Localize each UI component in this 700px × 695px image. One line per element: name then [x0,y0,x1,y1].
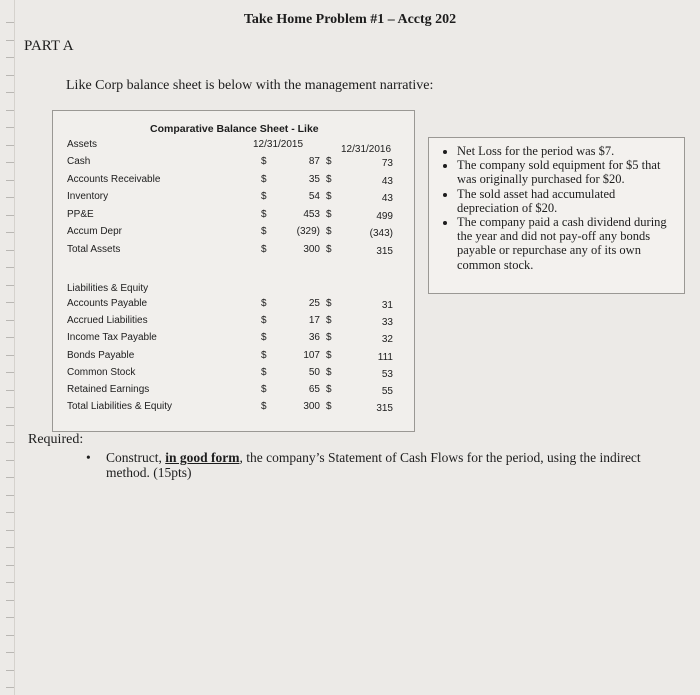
value-2015: 35 [308,173,320,185]
value-2016: 33 [381,317,393,329]
dollar-sign: $ [261,332,267,344]
margin-tick [6,565,14,566]
margin-tick [6,442,14,443]
note-item: • The company paid a cash dividend during the year and did not pay-off any bonds payable or repurchase any of its own common stock. [457,215,678,272]
dollar-sign: $ [326,315,332,327]
value-2015: 50 [308,366,320,378]
column-header-2015: 12/31/2015 [253,139,304,150]
dollar-sign: $ [326,244,332,255]
page-margin [0,0,15,695]
value-2015: 107 [303,349,320,361]
margin-tick [6,495,14,496]
margin-tick [6,512,14,513]
row-label: Income Tax Payable [67,332,157,344]
value-2016: 111 [377,351,393,363]
margin-tick [6,652,14,653]
row-label: Retained Earnings [67,384,150,395]
margin-tick [6,92,14,93]
margin-tick [6,110,14,111]
dollar-sign: $ [261,208,267,220]
value-2016: 315 [376,403,393,415]
margin-tick [6,285,14,286]
value-2016: 32 [381,334,393,346]
dollar-sign: $ [326,298,332,309]
dollar-sign: $ [261,315,267,327]
margin-tick [6,547,14,548]
margin-tick [6,670,14,671]
dollar-sign: $ [261,156,267,167]
value-2015: 87 [308,156,320,167]
row-label: Common Stock [67,366,136,378]
value-2016: 31 [381,300,393,311]
dollar-sign: $ [326,366,332,378]
part-heading: PART A [24,38,74,54]
margin-tick [6,477,14,478]
note-item: • Net Loss for the period was $7. [457,144,678,158]
dollar-sign: $ [261,401,267,413]
row-label: Accrued Liabilities [67,315,148,327]
emphasis-text: in good form [165,450,240,465]
margin-tick [6,197,14,198]
dollar-sign: $ [326,208,332,220]
margin-tick [6,582,14,583]
dollar-sign: $ [326,191,332,203]
dollar-sign: $ [326,349,332,361]
value-2015: 17 [308,315,320,327]
dollar-sign: $ [261,349,267,361]
balance-sheet-table [52,110,415,432]
required-text: Construct, in good form, the company’s Statement of Cash Flows for the period, using the indirect method. (15pts) [106,450,641,480]
value-2016: 315 [376,246,393,257]
row-label: Accounts Payable [67,298,148,309]
bullet-icon: • [86,450,91,465]
margin-tick [6,162,14,163]
management-narrative [428,137,685,294]
required-label: Required: [28,432,84,447]
margin-tick [6,75,14,76]
margin-tick [6,425,14,426]
margin-tick [6,320,14,321]
dollar-sign: $ [261,298,267,309]
value-2015: 300 [303,244,320,255]
value-2016: 499 [376,210,393,222]
dollar-sign: $ [326,173,332,185]
dollar-sign: $ [261,244,267,255]
margin-tick [6,302,14,303]
margin-tick [6,22,14,23]
margin-tick [6,390,14,391]
liabilities-heading: Liabilities & Equity [67,283,149,294]
dollar-sign: $ [261,366,267,378]
dollar-sign: $ [326,401,332,413]
dollar-sign: $ [261,191,267,203]
margin-tick [6,337,14,338]
column-header-2016: 12/31/2016 [341,144,392,155]
margin-tick [6,600,14,601]
margin-tick [6,180,14,181]
margin-tick [6,617,14,618]
value-2015: (329) [296,226,320,238]
intro-text: Like Corp balance sheet is below with the management narrative: [66,78,434,93]
value-2016: 73 [381,158,393,169]
margin-tick [6,127,14,128]
dollar-sign: $ [326,332,332,344]
note-item: • The sold asset had accumulated depreciation of $20. [457,187,678,215]
value-2015: 65 [308,384,320,395]
dollar-sign: $ [261,384,267,395]
margin-tick [6,687,14,688]
row-label: PP&E [67,208,94,220]
assets-heading: Assets [67,139,98,150]
row-label: Total Assets [67,244,121,255]
note-item: • The company sold equipment for $5 that was originally purchased for $20. [457,158,678,186]
margin-tick [6,57,14,58]
margin-tick [6,372,14,373]
row-label: Inventory [67,191,109,203]
value-2016: 55 [381,386,393,397]
margin-tick [6,267,14,268]
row-label: Accum Depr [67,226,123,238]
dollar-sign: $ [326,226,332,238]
row-label: Accounts Receivable [67,173,161,185]
margin-tick [6,530,14,531]
row-label: Total Liabilities & Equity [67,401,173,413]
row-label: Bonds Payable [67,349,135,361]
dollar-sign: $ [261,226,267,238]
dollar-sign: $ [326,384,332,395]
margin-tick [6,250,14,251]
value-2015: 453 [303,208,320,220]
margin-tick [6,40,14,41]
margin-tick [6,635,14,636]
row-label: Cash [67,156,91,167]
margin-tick [6,355,14,356]
balance-sheet-title: Comparative Balance Sheet - Like [150,123,319,135]
page-title: Take Home Problem #1 – Acctg 202 [243,12,457,27]
value-2016: (343) [369,228,393,240]
value-2015: 54 [308,191,320,203]
value-2016: 43 [381,175,393,187]
value-2016: 53 [381,368,393,380]
margin-tick [6,407,14,408]
dollar-sign: $ [326,156,332,167]
margin-tick [6,460,14,461]
value-2015: 25 [308,298,320,309]
margin-tick [6,232,14,233]
dollar-sign: $ [261,173,267,185]
margin-tick [6,145,14,146]
margin-tick [6,215,14,216]
value-2016: 43 [381,193,393,205]
value-2015: 36 [308,332,320,344]
value-2015: 300 [303,401,320,413]
